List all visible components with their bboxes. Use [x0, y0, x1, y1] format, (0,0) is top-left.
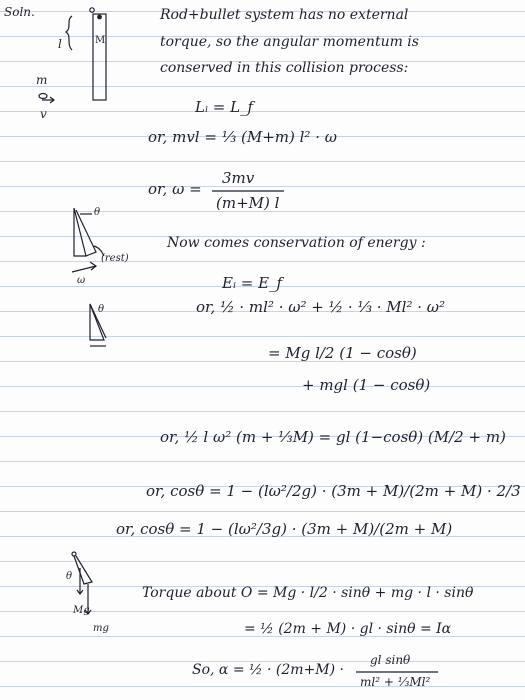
eq-energy-simplified: or, ½ l ω² (m + ⅓M) = gl (1−cosθ) (M/2 + m)	[160, 428, 506, 446]
force-mg-label: mg	[93, 623, 109, 634]
force-Mg-label: Mg	[73, 605, 90, 616]
rod-mass-label: M	[95, 35, 106, 46]
energy-heading: Now comes conservation of energy :	[167, 235, 426, 251]
swing2-theta-label: θ	[98, 304, 105, 315]
para1-line1: Rod+bullet system has no external	[160, 7, 409, 23]
eq-omega-lhs: or, ω =	[148, 180, 202, 198]
eq-momentum-expanded: or, mvl = ⅓ (M+m) l² · ω	[148, 128, 337, 146]
bullet-velocity-label: v	[40, 107, 47, 121]
eq-alpha-numerator: gl sinθ	[370, 653, 411, 667]
eq-cos-theta-1: or, cosθ = 1 − (lω²/2g) · (3m + M)/(2m + M) · 2/3	[146, 482, 521, 500]
eq-alpha-denominator: ml² + ⅓Ml²	[360, 675, 431, 689]
eq-cos-theta-2: or, cosθ = 1 − (lω²/3g) · (3m + M)/(2m + M)	[116, 520, 453, 538]
eq-energy-expanded: or, ½ · ml² · ω² + ½ · ⅓ · Ml² · ω²	[196, 298, 446, 316]
eq-energy: Eᵢ = E_f	[222, 274, 283, 292]
swing-theta-label: θ	[94, 207, 101, 218]
rod-length-label: l	[58, 37, 62, 51]
force-theta-label: θ	[66, 571, 73, 582]
eq-alpha-lhs: So, α = ½ · (2m+M) ·	[192, 662, 344, 678]
eq-omega-numerator: 3mv	[222, 169, 255, 187]
solution-label: Soln.	[4, 5, 35, 19]
bullet-velocity-arrow	[36, 86, 66, 106]
force-diagram	[64, 548, 120, 634]
eq-angular-momentum: Lᵢ = L_f	[195, 98, 254, 116]
eq-potential-bullet: + mgl (1 − cosθ)	[302, 376, 431, 394]
swing-rest-label: (rest)	[101, 253, 129, 264]
bullet-mass-label: m	[36, 73, 48, 87]
eq-potential-rod: = Mg l/2 (1 − cosθ)	[268, 344, 417, 362]
para1-line3: conserved in this collision process:	[160, 60, 409, 76]
eq-omega-denominator: (m+M) l	[216, 194, 280, 212]
swing-omega-label: ω	[77, 275, 86, 286]
para1-line2: torque, so the angular momentum is	[160, 34, 419, 50]
eq-omega-fraction-bar	[212, 189, 292, 193]
eq-alpha-fraction-bar	[356, 670, 444, 674]
eq-torque: = ½ (2m + M) · gl · sinθ = Iα	[244, 621, 452, 637]
swing-diagram	[66, 204, 136, 276]
torque-heading: Torque about O = Mg · l/2 · sinθ + mg · l · sinθ	[142, 585, 474, 601]
